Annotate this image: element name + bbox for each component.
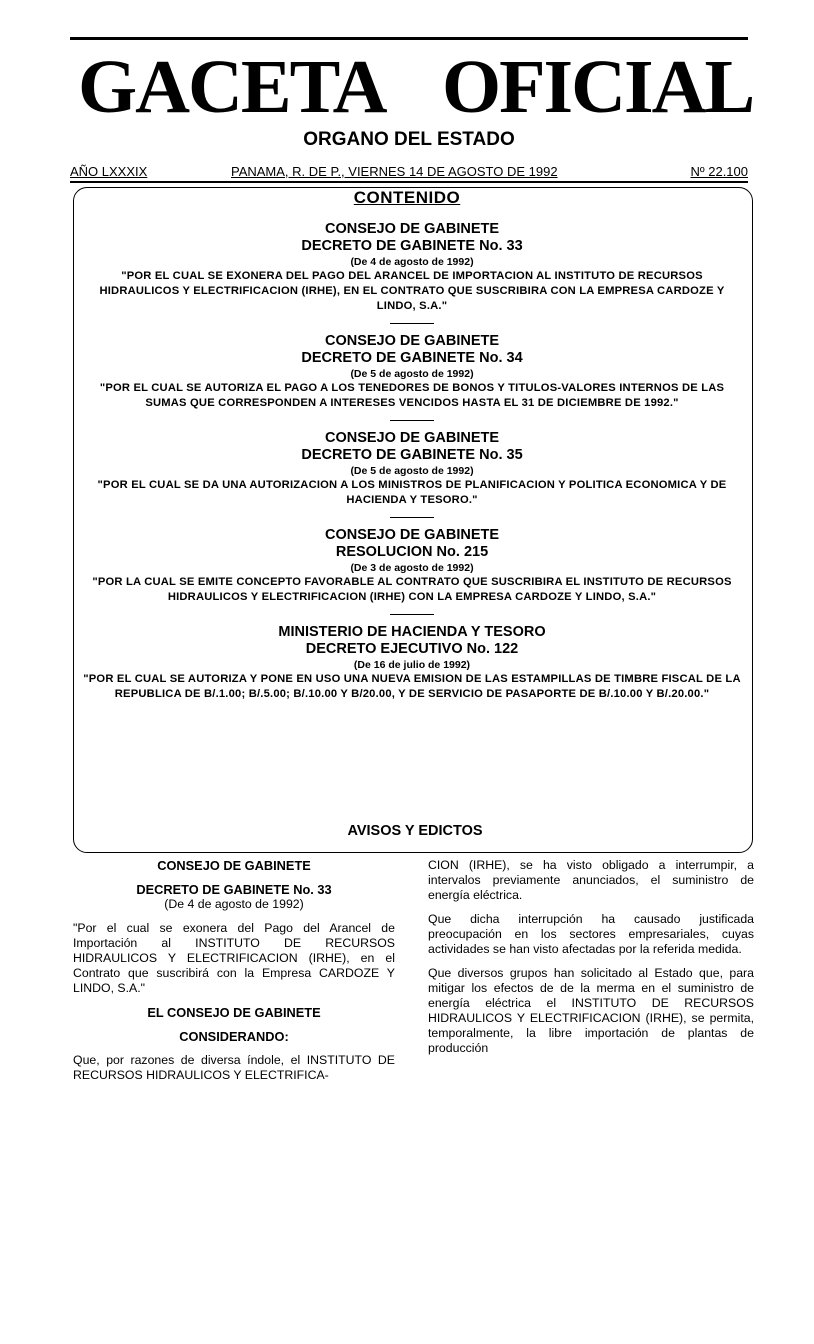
masthead <box>70 45 754 129</box>
body-decree: DECRETO DE GABINETE No. 33 <box>136 882 332 897</box>
masthead-word-oficial: OFICIAL <box>442 45 754 129</box>
entry-description: "POR EL CUAL SE AUTORIZA Y PONE EN USO UNA NUEVA EMISION DE LAS ESTAMPILLAS DE TIMBRE FISCAL DE LA REPUBLICA DE B/.1.00; B/.5.00; B/.10.00 Y B/20.00, Y DE SERVICIO DE PASAPORTE DE B/.10.00 Y B/.20.00." <box>83 673 741 700</box>
body-paragraph: Que, por razones de diversa índole, el INSTITUTO DE RECURSOS HIDRAULICOS Y ELECTRIFICA- <box>73 1053 395 1082</box>
body-paragraph: Que diversos grupos han solicitado al Estado que, para mitigar los efectos de de la merma en el suministro de energía eléctrica el INSTITUTO DE RECURSOS HIDRAULICOS Y ELECTRIFICACION (IRHE), se permita, temporalmente, la libre importación de plantas de producción <box>428 966 754 1055</box>
contents-title-text: CONTENIDO <box>353 188 461 207</box>
body-paragraph: CION (IRHE), se ha visto obligado a interrumpir, a intervalos previamente anunciados, el suministro de energía eléctrica. <box>428 858 754 902</box>
issue-number: Nº 22.100 <box>690 164 748 179</box>
entry-description: "POR LA CUAL SE EMITE CONCEPTO FAVORABLE AL CONTRATO QUE SUSCRIBIRA EL INSTITUTO DE RECURSOS HIDRAULICOS Y ELECTRIFICACION (IRHE) CON LA EMPRESA CARDOZE Y LINDO, S.A." <box>92 576 732 603</box>
entry-org: CONSEJO DE GABINETE <box>324 527 500 543</box>
contents-entry <box>80 527 744 605</box>
body-intro: "Por el cual se exonera del Pago del Arancel de Importación al INSTITUTO DE RECURSOS HIDRAULICOS Y ELECTRIFICACION (IRHE), en el Contrato que suscribirá con la Empresa CARDOZE Y LINDO, S.A." <box>73 921 395 995</box>
contents-entry <box>80 624 744 702</box>
entry-org: CONSEJO DE GABINETE <box>324 333 500 349</box>
entry-date: (De 16 de julio de 1992) <box>353 659 471 671</box>
issue-year: AÑO LXXXIX <box>70 164 148 179</box>
body-paragraph: Que dicha interrupción ha causado justificada preocupación en los sectores empresariales, cuyas actividades se han visto afectadas por la referida medida. <box>428 912 754 956</box>
entry-separator <box>390 323 434 324</box>
contents-entries <box>80 221 744 702</box>
info-rule <box>70 181 748 183</box>
entry-decree: DECRETO DE GABINETE No. 35 <box>301 447 523 463</box>
entry-separator <box>390 517 434 518</box>
entry-decree: DECRETO EJECUTIVO No. 122 <box>305 641 519 657</box>
entry-org: CONSEJO DE GABINETE <box>324 221 500 237</box>
body-decree-date: (De 4 de agosto de 1992) <box>164 897 304 911</box>
body-right-column <box>428 858 754 1056</box>
entry-description: "POR EL CUAL SE EXONERA DEL PAGO DEL ARANCEL DE IMPORTACION AL INSTITUTO DE RECURSOS HIDRAULICOS Y ELECTRIFICACION (IRHE), EN EL CONTRATO QUE SUSCRIBIRA CON LA EMPRESA CARDOZE Y LINDO, S.A." <box>99 270 725 312</box>
body-considerando: CONSIDERANDO: <box>179 1029 289 1044</box>
avisos-text: AVISOS Y EDICTOS <box>347 823 483 839</box>
top-rule <box>70 37 748 40</box>
body-council: EL CONSEJO DE GABINETE <box>147 1005 321 1020</box>
entry-description: "POR EL CUAL SE DA UNA AUTORIZACION A LOS MINISTROS DE PLANIFICACION Y POLITICA ECONOMICA Y DE HACIENDA Y TESORO." <box>97 479 727 506</box>
entry-description: "POR EL CUAL SE AUTORIZA EL PAGO A LOS TENEDORES DE BONOS Y TITULOS-VALORES INTERNOS DE LAS SUMAS QUE CORRESPONDEN A INTERESES VENCIDOS HASTA EL 31 DE DICIEMBRE DE 1992." <box>99 382 725 409</box>
entry-separator <box>390 614 434 615</box>
body-org: CONSEJO DE GABINETE <box>157 858 311 873</box>
entry-org: MINISTERIO DE HACIENDA Y TESORO <box>278 624 546 640</box>
entry-separator <box>390 420 434 421</box>
masthead-word-gaceta: GACETA <box>78 45 386 129</box>
contents-entry <box>80 221 744 314</box>
body-left-column <box>73 858 395 1083</box>
contents-entry <box>80 333 744 411</box>
entry-date: (De 3 de agosto de 1992) <box>350 562 474 574</box>
entry-decree: RESOLUCION No. 215 <box>335 544 489 560</box>
entry-decree: DECRETO DE GABINETE No. 33 <box>301 238 523 254</box>
entry-org: CONSEJO DE GABINETE <box>324 430 500 446</box>
entry-decree: DECRETO DE GABINETE No. 34 <box>301 350 523 366</box>
entry-date: (De 5 de agosto de 1992) <box>350 368 474 380</box>
issue-date: PANAMA, R. DE P., VIERNES 14 DE AGOSTO DE 1992 <box>231 164 558 179</box>
entry-date: (De 4 de agosto de 1992) <box>350 256 474 268</box>
avisos-heading <box>0 823 814 839</box>
contents-entry <box>80 430 744 508</box>
entry-date: (De 5 de agosto de 1992) <box>350 465 474 477</box>
subtitle: ORGANO DEL ESTADO <box>303 129 515 150</box>
contents-title <box>0 188 814 208</box>
